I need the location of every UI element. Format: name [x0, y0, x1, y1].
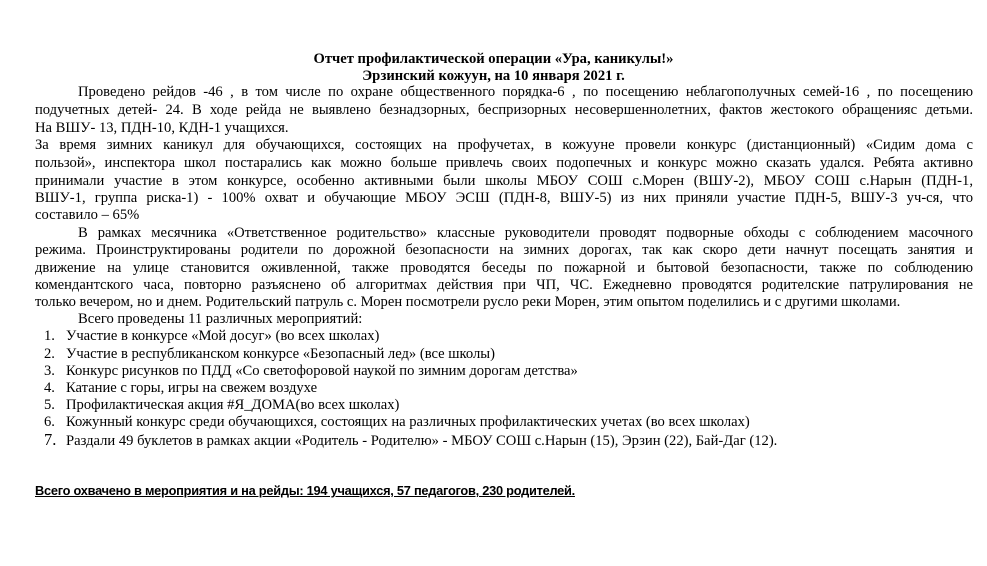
paragraph-line: режима. Проинструктированы родители по дорожной безопасности на зимних дорогах, так как скоро дети начнут посещать занятия и: [35, 242, 973, 258]
paragraph-line: В рамках месячника «Ответственное родительство» классные руководители проводят подворные обходы с соблюдением масочного: [78, 225, 973, 241]
list-item: [44, 379, 317, 397]
list-text: Катание с горы, игры на свежем воздухе: [66, 380, 318, 396]
paragraph-line: принимали участие в этом конкурсе, особенно активными были школы МБОУ СОШ с.Морен (ВШУ-2), МБОУ СОШ с.Нарын (ПДН-1,: [35, 173, 973, 189]
paragraph-line: ВШУ-1, группа риска-1) - 100% охват и обучающие МБОУ ЭСШ (ПДН-8, ВШУ-5) из них приняли участие ПДН-5, ВШУ-3 уч-ся, что: [35, 190, 973, 206]
list-text: Раздали 49 буклетов в рамках акции «Родитель - Родителю» - МБОУ СОШ с.Нарын (15), Эрзин (22), Бай-Даг (12).: [66, 433, 778, 449]
list-item: [44, 345, 495, 363]
list-text: Кожунный конкурс среди обучающихся, состоящих на различных профилактических учетах (во всех школах): [66, 414, 750, 430]
list-text: Профилактическая акция #Я_ДОМА(во всех школах): [66, 397, 400, 413]
list-text: Участие в республиканском конкурсе «Безопасный лед» (все школы): [66, 346, 495, 362]
list-number: 2.: [44, 346, 55, 362]
paragraph-line: только вечером, но и днем. Родительский патруль с. Морен посмотрели русло реки Морен, этим опытом поделились и с другими школами.: [35, 294, 901, 310]
paragraph-line: На ВШУ- 13, ПДН-10, КДН-1 учащихся.: [35, 120, 289, 136]
list-number: 4.: [44, 380, 55, 396]
paragraph-line: движение на улице становится оживленной, также проводятся беседы по пожарной и бытовой безопасности, также по соблюдению: [35, 260, 973, 276]
list-text: Участие в конкурсе «Мой досуг» (во всех школах): [66, 328, 380, 344]
list-item: [44, 396, 399, 414]
list-number: 1.: [44, 328, 55, 344]
report-subtitle: Эрзинский кожуун, на 10 января 2021 г.: [362, 68, 625, 84]
list-item: [44, 362, 578, 380]
list-item: [44, 413, 750, 431]
list-number: 6.: [44, 414, 55, 430]
list-item: [44, 327, 379, 345]
list-item: [44, 431, 777, 450]
list-number: 7.: [44, 430, 57, 449]
list-text: Конкурс рисунков по ПДД «Со светофоровой наукой по зимним дорогам детства»: [66, 363, 578, 379]
paragraph-line: подучетных детей- 24. В ходе рейда не выявлено безнадзорных, беспризорных несовершеннолетних, фактов жестокого обращенияс детьми.: [35, 102, 973, 118]
report-title: Отчет профилактической операции «Ура, каникулы!»: [313, 51, 674, 67]
list-number: 3.: [44, 363, 55, 379]
paragraph-line: комендантского часа, повторно разъяснено об алгоритмах действия при ЧП, ЧС. Ежедневно проводятся родителские патрулирования не: [35, 277, 973, 293]
paragraph-line: пользой», инспектора школ постарались как можно больше привлечь своих подопечных и конкурс можно сказать удался. Ребята активно: [35, 155, 973, 171]
list-number: 5.: [44, 397, 55, 413]
paragraph-line: составило – 65%: [35, 207, 140, 223]
paragraph-line: Проведено рейдов -46 , в том числе по охране общественного порядка-6 , по посещению неблагополучных семей-16 , по посещению: [78, 84, 973, 100]
total-summary: Всего охвачено в мероприятия и на рейды: 194 учащихся, 57 педагогов, 230 родителей.: [35, 483, 575, 498]
paragraph-line: За время зимних каникул для обучающихся, состоящих на профучетах, в кожууне провели конкурс (дистанционный) «Сидим дома с: [35, 137, 973, 153]
events-intro: Всего проведены 11 различных мероприятий:: [78, 311, 363, 327]
